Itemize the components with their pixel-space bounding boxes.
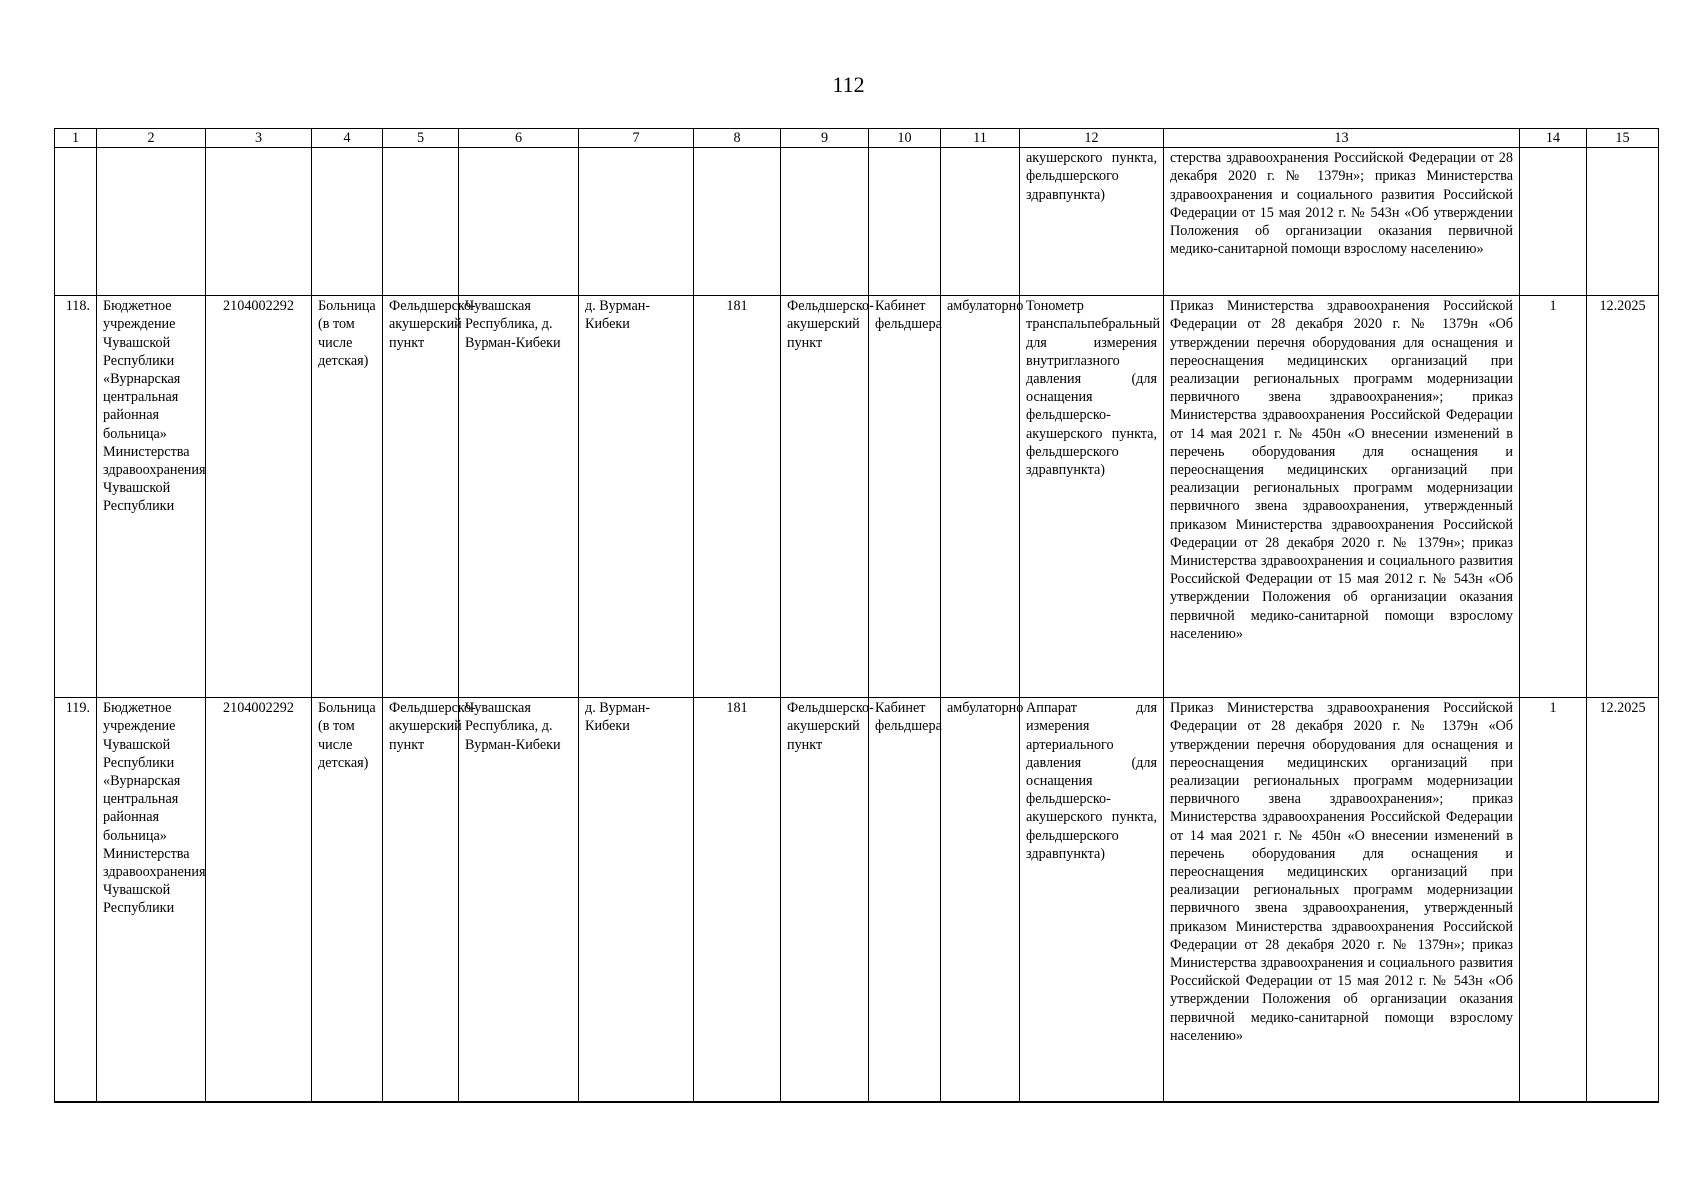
column-header: 7 bbox=[579, 129, 694, 148]
table-row bbox=[55, 698, 1659, 1102]
column-header: 15 bbox=[1587, 129, 1659, 148]
column-header: 11 bbox=[941, 129, 1020, 148]
subunit-cell: Фельдшерско-акушерский пункт bbox=[781, 698, 869, 1102]
inn-cell: 2104002292 bbox=[206, 296, 312, 698]
unit-cell: Фельдшерско-акушерский пункт bbox=[383, 698, 459, 1102]
column-header: 5 bbox=[383, 129, 459, 148]
legal-basis-cell: Приказ Министерства здравоохранения Российской Федерации от 28 декабря 2020 г. № 1379н «Об утверждении перечня оборудования для оснащения и переоснащения медицинских организаций при реализации региональных программ модернизации первичного звена здравоохранения»; приказ Министерства здравоохранения Российской Федерации от 14 мая 2021 г. № 450н «О внесении изменений в перечень оборудования для оснащения и переоснащения медицинских организаций при реализации региональных программ модернизации первичного звена здравоохранения, утвержденный приказом Министерства здравоохранения Российской Федерации от 28 декабря 2020 г. № 1379н»; приказ Министерства здравоохранения и социального развития Российской Федерации от 15 мая 2012 г. № 543н «Об утверждении Положения об организации оказания первичной медико-санитарной помощи взрослому населению» bbox=[1164, 698, 1520, 1102]
column-header: 12 bbox=[1020, 129, 1164, 148]
equipment-cell: Аппарат для измерения артериального давления (для оснащения фельдшерско-акушерского пункта, фельдшерского здравпункта) bbox=[1020, 698, 1164, 1102]
column-header: 1 bbox=[55, 129, 97, 148]
equipment-table bbox=[54, 128, 1659, 1103]
row-number: 118. bbox=[55, 296, 97, 698]
column-header: 2 bbox=[97, 129, 206, 148]
column-header: 4 bbox=[312, 129, 383, 148]
inn-cell: 2104002292 bbox=[206, 698, 312, 1102]
room-cell: Кабинет фельдшера bbox=[869, 296, 941, 698]
org-type-cell: Больница (в том числе детская) bbox=[312, 296, 383, 698]
table-row bbox=[55, 296, 1659, 698]
continuation-row bbox=[55, 148, 1659, 296]
locality-cell: д. Вурман-Кибеки bbox=[579, 296, 694, 698]
organization-cell: Бюджетное учреждение Чувашской Республики «Вурнарская центральная районная больница» Министерства здравоохранения Чувашской Республики bbox=[97, 296, 206, 698]
count-cell: 181 bbox=[694, 296, 781, 698]
org-type-cell: Больница (в том числе детская) bbox=[312, 698, 383, 1102]
count-cell: 181 bbox=[694, 698, 781, 1102]
quantity-cell: 1 bbox=[1520, 296, 1587, 698]
unit-cell: Фельдшерско-акушерский пункт bbox=[383, 296, 459, 698]
date-cell: 12.2025 bbox=[1587, 698, 1659, 1102]
column-header: 8 bbox=[694, 129, 781, 148]
legal-basis-cell: стерства здравоохранения Российской Федерации от 28 декабря 2020 г. № 1379н»; приказ Министерства здравоохранения и социального развития Российской Федерации от 15 мая 2012 г. № 543н «Об утверждении Положения об организации оказания первичной медико-санитарной помощи взрослому населению» bbox=[1164, 148, 1520, 296]
organization-cell: Бюджетное учреждение Чувашской Республики «Вурнарская центральная районная больница» Министерства здравоохранения Чувашской Республики bbox=[97, 698, 206, 1102]
legal-basis-cell: Приказ Министерства здравоохранения Российской Федерации от 28 декабря 2020 г. № 1379н «Об утверждении перечня оборудования для оснащения и переоснащения медицинских организаций при реализации региональных программ модернизации первичного звена здравоохранения»; приказ Министерства здравоохранения Российской Федерации от 14 мая 2021 г. № 450н «О внесении изменений в перечень оборудования для оснащения и переоснащения медицинских организаций при реализации региональных программ модернизации первичного звена здравоохранения, утвержденный приказом Министерства здравоохранения Российской Федерации от 28 декабря 2020 г. № 1379н»; приказ Министерства здравоохранения и социального развития Российской Федерации от 15 мая 2012 г. № 543н «Об утверждении Положения об организации оказания первичной медико-санитарной помощи взрослому населению» bbox=[1164, 296, 1520, 698]
column-header: 10 bbox=[869, 129, 941, 148]
column-header: 14 bbox=[1520, 129, 1587, 148]
locality-cell: д. Вурман-Кибеки bbox=[579, 698, 694, 1102]
room-cell: Кабинет фельдшера bbox=[869, 698, 941, 1102]
page-number: 112 bbox=[832, 72, 865, 97]
row-number: 119. bbox=[55, 698, 97, 1102]
equipment-cell: акушерского пункта, фельдшерского здравпункта) bbox=[1020, 148, 1164, 296]
column-header: 9 bbox=[781, 129, 869, 148]
date-cell: 12.2025 bbox=[1587, 296, 1659, 698]
address-cell: Чувашская Республика, д. Вурман-Кибеки bbox=[459, 296, 579, 698]
equipment-cell: Тонометр транспальпебральный для измерения внутриглазного давления (для оснащения фельдшерско-акушерского пункта, фельдшерского здравпункта) bbox=[1020, 296, 1164, 698]
column-header: 13 bbox=[1164, 129, 1520, 148]
address-cell: Чувашская Республика, д. Вурман-Кибеки bbox=[459, 698, 579, 1102]
quantity-cell: 1 bbox=[1520, 698, 1587, 1102]
condition-cell: амбулаторно bbox=[941, 698, 1020, 1102]
column-header: 3 bbox=[206, 129, 312, 148]
column-header: 6 bbox=[459, 129, 579, 148]
condition-cell: амбулаторно bbox=[941, 296, 1020, 698]
subunit-cell: Фельдшерско-акушерский пункт bbox=[781, 296, 869, 698]
column-number-row bbox=[55, 129, 1659, 148]
